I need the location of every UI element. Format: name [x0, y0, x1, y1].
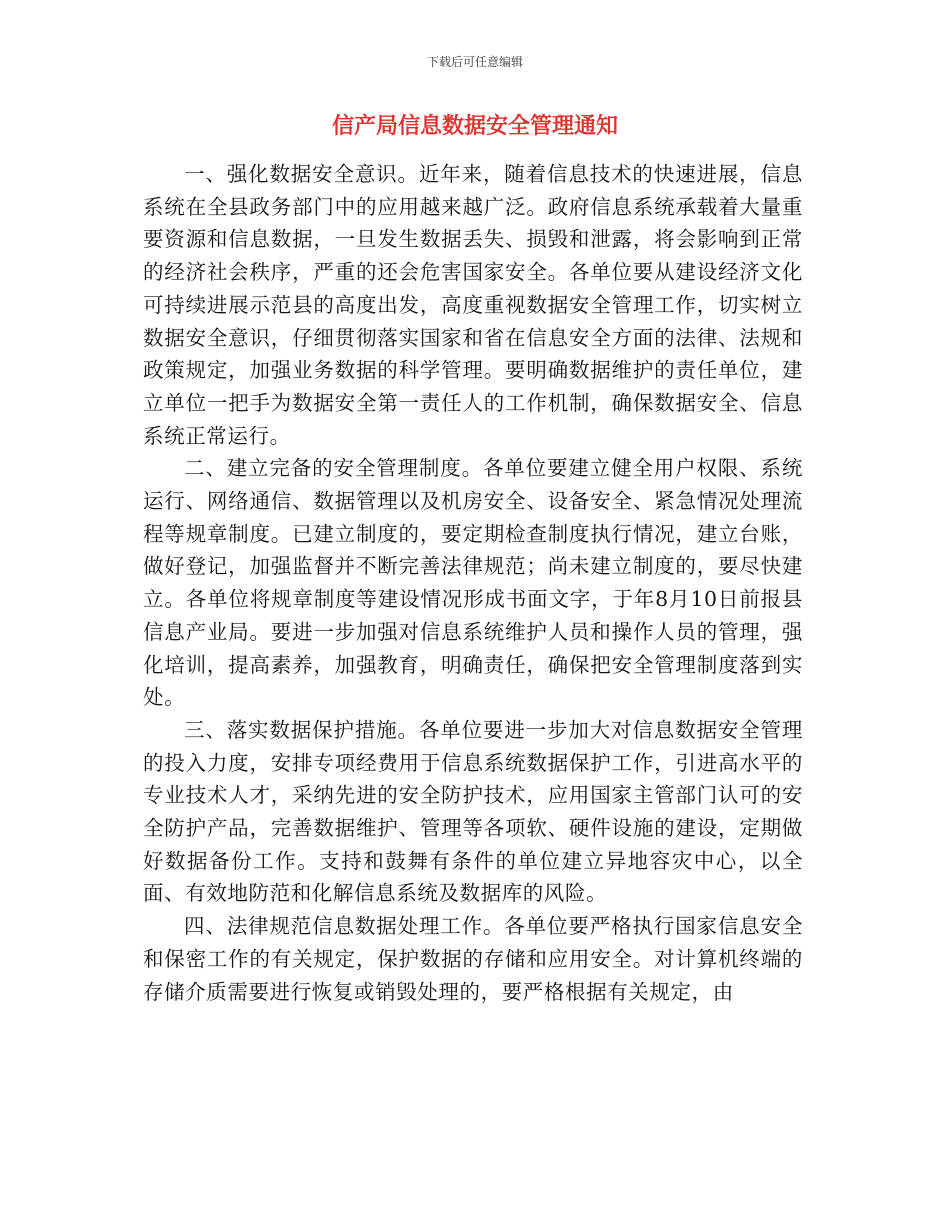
paragraph-4: 四、法律规范信息数据处理工作。各单位要严格执行国家信息安全和保密工作的有关规定，保护数据的存储和应用安全。对计算机终端的存储介质需要进行恢复或销毁处理的，要严格根据有关规定，由	[143, 914, 803, 1004]
document-title: 信产局信息数据安全管理通知	[331, 114, 618, 139]
header-note: 下载后可任意编辑	[426, 55, 523, 69]
document-body	[143, 158, 803, 1008]
paragraph-2: 二、建立完备的安全管理制度。各单位要建立健全用户权限、系统运行、网络通信、数据管理以及机房安全、设备安全、紧急情况处理流程等规章制度。已建立制度的，要定期检查制度执行情况，建立台账，做好登记，加强监督并不断完善法律规范；尚未建立制度的，要尽快建立。各单位将规章制度等建设情况形成书面文字，于年8月10日前报县信息产业局。要进一步加强对信息系统维护人员和操作人员的管理，强化培训，提高素养，加强教育，明确责任，确保把安全管理制度落到实处。	[143, 456, 803, 710]
paragraph-3: 三、落实数据保护措施。各单位要进一步加大对信息数据安全管理的投入力度，安排专项经费用于信息系统数据保护工作，引进高水平的专业技术人才，采纳先进的安全防护技术，应用国家主管部门认可的安全防护产品，完善数据维护、管理等各项软、硬件设施的建设，定期做好数据备份工作。支持和鼓舞有条件的单位建立异地容灾中心，以全面、有效地防范和化解信息系统及数据库的风险。	[143, 717, 803, 906]
paragraph-1: 一、强化数据安全意识。近年来，随着信息技术的快速进展，信息系统在全县政务部门中的应用越来越广泛。政府信息系统承载着大量重要资源和信息数据，一旦发生数据丢失、损毁和泄露，将会影响到正常的经济社会秩序，严重的还会危害国家安全。各单位要从建设经济文化可持续进展示范县的高度出发，高度重视数据安全管理工作，切实树立数据安全意识，仔细贯彻落实国家和省在信息安全方面的法律、法规和政策规定，加强业务数据的科学管理。要明确数据维护的责任单位，建立单位一把手为数据安全第一责任人的工作机制，确保数据安全、信息系统正常运行。	[143, 162, 803, 448]
